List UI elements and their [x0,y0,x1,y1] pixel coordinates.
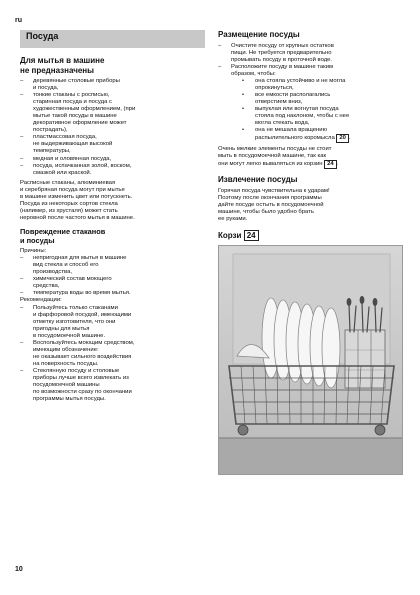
removal-heading: Извлечение посуды [218,175,298,185]
placement-subitem: • она стояла устойчиво и не могла опрокинуться, [242,78,404,92]
placement-subitem: • выпуклая или вогнутая посуда стояла под наклоном, чтобы с нее могла стекать вода, [242,106,404,127]
list-item: – деревянные столовые приборы и посуда, [20,78,205,92]
list-item: – тонкие стаканы с росписью, старинная посуда и посуда с художественным оформлением, (при мытье такой посуды в машине декоративное оформление может пострадать), [20,92,205,134]
recommendations-label: Рекомендации: [20,297,62,304]
basket-illustration [219,246,403,475]
causes-list [20,255,205,297]
recommendations-list [20,305,205,404]
small-items-paragraph: Очень мелкие элементы посуды не стоит мыть в посудомоечной машине, так как они могут легко вываляться из корзин 24 . [218,146,339,168]
warning-paragraph: Расписные стаканы, алюминиевая и серебряная посуда могут при мытье в машине изменить цвет или потускнеть. Посуда из некоторых сортов стекла (напимер, из хрусталя) может стать неровной после частого мытья в машине. [20,179,135,221]
basket-heading: Корзи 24 [218,230,404,241]
figure-reference: 20 [336,134,349,143]
unsuitable-heading: Для мытья в машине не предназначены [20,56,105,75]
figure-reference: 24 [324,160,337,169]
list-item: – Стеклянную посуду и столовые приборы лучше всего извлекать из посудомоечной машины по возможности сразу по окончании программы мытья посуды. [20,368,205,403]
unsuitable-list [20,78,205,177]
right-column [218,30,404,475]
list-item: – химический состав моющего средства, [20,276,205,290]
placement-sublist [242,78,404,143]
placement-item: – Очистите посуду от крупных остатков пищи. Не требуется предварительно промывать посуду в проточной воде. [218,43,404,64]
list-item: – непригодная для мытья в машине вид стекла и способ его производства, [20,255,205,276]
placement-subitem: • все емкости располагались отверстием вниз, [242,92,404,106]
page-number: 10 [15,566,23,573]
section-banner [20,30,205,48]
glass-damage-heading: Повреждение стаканов и посуды [20,226,106,245]
placement-list [218,43,404,144]
language-code: ru [15,17,22,24]
placement-subitem: • она не мешала вращению распылительного коромысла 20 . [242,127,404,143]
list-item: – Воспользуйтесь моющим средством, имеющим обозначение: не оказывает сильного воздействия на поверхность посуды. [20,340,205,368]
list-item: – температура воды во время мытья. [20,290,205,297]
placement-item: – Расположите посуду в машине таким образом, чтобы: • она стояла устойчиво и не могла опрокинуться, • все емкости располагались отверстием вниз, • выпуклая или вогнутая посуда стояла под наклоном, чтобы с нее могла стекать вода, • она не мешала вращению распылительного коромысла 20 . [218,64,404,143]
list-item: – Пользуйтесь только стаканами и фарфоровой посудой, имеющими отметку изготовителя, что они пригодны для мытья в посудомоечной машине. [20,305,205,340]
dishwasher-basket-photo [218,245,403,475]
figure-reference: 24 [244,230,259,241]
placement-heading: Размещение посуды [218,30,300,39]
list-item: – посуда, испачканная золой, воском, смазкой или краской. [20,163,205,177]
list-item: – пластмассовая посуда, не выдерживающая высокой температуры, [20,134,205,155]
removal-paragraph: Горячая посуда чувствительна к ударам! Поэтому после окончания программы дайте посуде остыть в посудомоечной машине, чтобы было удобно брать ее руками. [218,187,330,222]
left-column [20,30,205,403]
list-item: – медная и оловянная посуда, [20,156,205,163]
causes-label: Причины: [20,248,47,255]
section-title: Посуда [26,31,59,41]
